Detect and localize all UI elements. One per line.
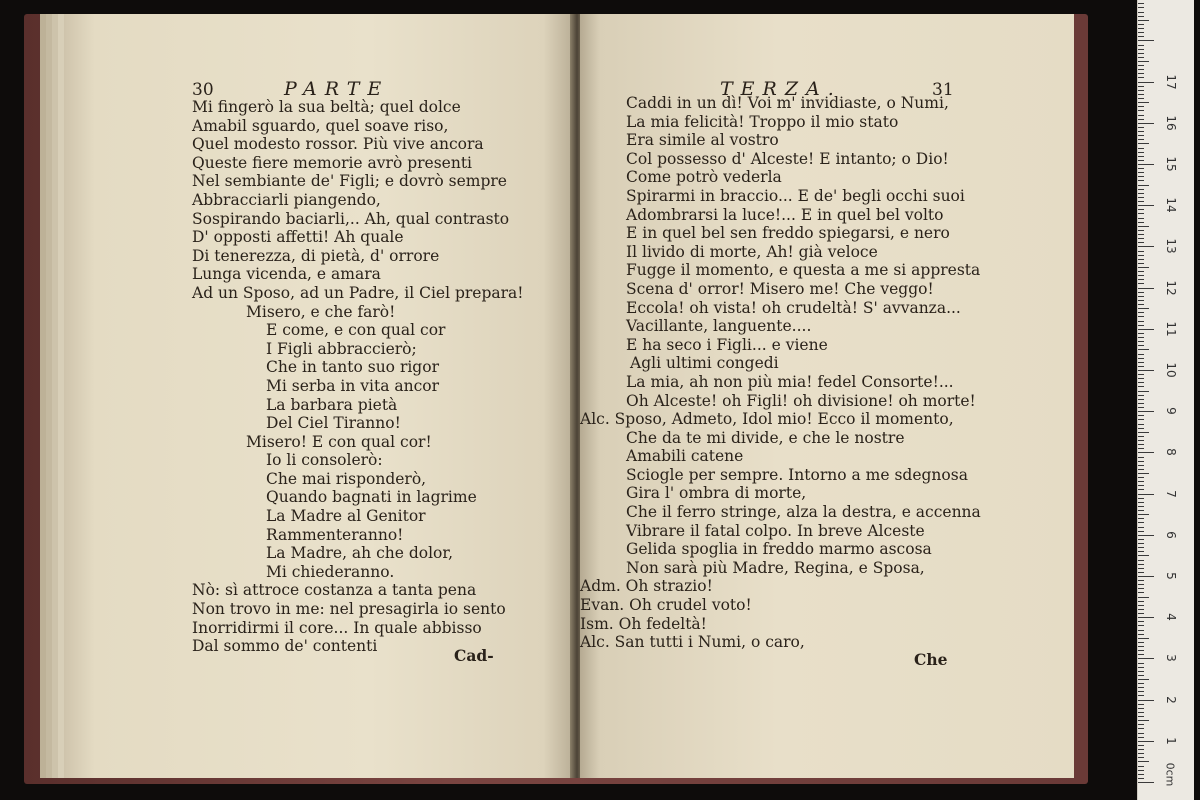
text-line: Rammenteranno! [266, 525, 404, 544]
ruler-tick [1138, 148, 1144, 149]
ruler-tick [1138, 510, 1144, 511]
ruler-tick [1138, 139, 1144, 140]
text-line: Era simile al vostro [626, 131, 779, 150]
ruler-tick [1138, 716, 1144, 717]
ruler-tick [1138, 485, 1144, 486]
ruler-tick [1138, 77, 1144, 78]
text-line: Che mai risponderò, [266, 469, 427, 488]
ruler-tick [1138, 304, 1144, 305]
ruler-tick [1138, 514, 1149, 515]
text-line: Quando bagnati in lagrime [266, 488, 477, 507]
ruler-tick [1138, 728, 1144, 729]
ruler-tick [1138, 222, 1144, 223]
ruler-tick [1138, 271, 1144, 272]
ruler-number: 10 [1164, 362, 1178, 378]
ruler-number: 14 [1164, 197, 1178, 213]
ruler-number: 8 [1164, 448, 1178, 457]
ruler-tick [1138, 671, 1144, 672]
ruler-tick [1138, 584, 1144, 585]
ruler-tick [1138, 630, 1144, 631]
text-line: Di tenerezza, di pietà, d' orrore [192, 246, 440, 265]
ruler-tick [1138, 580, 1144, 581]
ruler-tick [1138, 53, 1144, 54]
ruler-tick [1138, 617, 1154, 618]
text-line: Che il ferro stringe, alza la destra, e accenna [626, 503, 981, 522]
ruler-tick [1138, 329, 1154, 330]
ruler-tick [1138, 642, 1144, 643]
ruler-tick [1138, 267, 1149, 268]
ruler-tick [1138, 592, 1144, 593]
ruler-tick [1138, 263, 1144, 264]
ruler-tick [1138, 45, 1144, 46]
left-page [64, 14, 574, 778]
ruler-tick [1138, 753, 1144, 754]
ruler-tick [1138, 432, 1149, 433]
ruler-tick [1138, 415, 1144, 416]
ruler-number: 1 [1164, 736, 1178, 745]
ruler-tick [1138, 749, 1144, 750]
ruler-tick [1138, 82, 1154, 83]
ruler-tick [1138, 218, 1144, 219]
left-page-number: 30 [192, 80, 214, 100]
ruler-tick [1138, 745, 1144, 746]
ruler-tick [1138, 465, 1144, 466]
text-line: Misero, e che farò! [246, 302, 396, 321]
ruler-tick [1138, 646, 1144, 647]
left-text-lines [192, 98, 524, 656]
text-line: Mi fingerò la sua beltà; quel dolce [192, 98, 461, 116]
text-line: Vibrare il fatal colpo. In breve Alceste [626, 521, 925, 540]
text-line: Nò: sì attroce costanza a tanta pena [192, 581, 477, 600]
ruler-tick [1138, 518, 1144, 519]
text-line: Sciogle per sempre. Intorno a me sdegnosa [626, 465, 968, 484]
ruler-tick [1138, 708, 1144, 709]
ruler-tick [1138, 399, 1144, 400]
ruler-tick [1138, 477, 1144, 478]
text-line: E come, e con qual cor [266, 321, 446, 340]
measurement-ruler [1137, 0, 1194, 800]
ruler-tick [1138, 316, 1144, 317]
ruler-tick [1138, 65, 1144, 66]
ruler-tick [1138, 238, 1144, 239]
ruler-tick [1138, 506, 1144, 507]
ruler-tick [1138, 609, 1144, 610]
text-line: Nel sembiante de' Figli; e dovrò sempre [192, 172, 507, 191]
ruler-tick [1138, 213, 1144, 214]
text-line: Agli ultimi congedi [630, 354, 779, 373]
ruler-tick [1138, 539, 1144, 540]
ruler-tick [1138, 766, 1144, 767]
ruler-tick [1138, 774, 1144, 775]
text-line: Amabili catene [626, 447, 744, 466]
ruler-tick [1138, 419, 1144, 420]
ruler-tick [1138, 489, 1144, 490]
ruler-number: 5 [1164, 572, 1178, 580]
ruler-tick [1138, 724, 1144, 725]
ruler-tick [1138, 555, 1149, 556]
ruler-tick [1138, 16, 1144, 17]
text-line: I Figli abbraccierò; [266, 339, 417, 358]
ruler-tick [1138, 737, 1144, 738]
ruler-tick [1138, 115, 1144, 116]
ruler-tick [1138, 522, 1144, 523]
ruler-tick [1138, 242, 1144, 243]
text-line: Caddi in un dì! Voi m' invidiaste, o Numi, [626, 94, 949, 112]
text-line: D' opposti affetti! Ah quale [192, 228, 404, 247]
text-line: La mia felicità! Troppo il mio stato [626, 112, 899, 131]
ruler-tick [1138, 551, 1144, 552]
ruler-tick [1138, 300, 1144, 301]
ruler-tick [1138, 358, 1144, 359]
ruler-tick [1138, 679, 1149, 680]
ruler-tick [1138, 448, 1144, 449]
ruler-number: 7 [1164, 489, 1178, 498]
ruler-tick [1138, 40, 1154, 41]
ruler-tick [1138, 176, 1144, 177]
ruler-tick [1138, 123, 1154, 124]
text-line: Adombrarsi la luce!... E in quel bel volto [626, 205, 944, 224]
ruler-tick [1138, 32, 1144, 33]
ruler-tick [1138, 683, 1144, 684]
ruler-unit: 0cm [1163, 762, 1177, 787]
ruler-tick [1138, 527, 1144, 528]
ruler-tick [1138, 337, 1144, 338]
ruler-tick [1138, 370, 1154, 371]
ruler-tick [1138, 110, 1144, 111]
ruler-tick [1138, 180, 1144, 181]
ruler-tick [1138, 543, 1144, 544]
ruler-tick [1138, 440, 1144, 441]
ruler-tick [1138, 308, 1149, 309]
text-line: Il livido di morte, Ah! già veloce [626, 242, 878, 261]
ruler-tick [1138, 378, 1144, 379]
ruler-tick [1138, 20, 1149, 21]
ruler-tick [1138, 201, 1144, 202]
ruler-tick [1138, 354, 1144, 355]
right-catchword: Che [914, 650, 948, 669]
text-line: Alc. San tutti i Numi, o caro, [580, 633, 805, 652]
ruler-tick [1138, 568, 1144, 569]
ruler-tick [1138, 24, 1144, 25]
ruler-number: 11 [1164, 321, 1178, 337]
ruler-tick [1138, 143, 1149, 144]
text-line: Come potrò vederla [626, 168, 782, 187]
ruler-tick [1138, 73, 1144, 74]
ruler-tick [1138, 230, 1144, 231]
ruler-tick [1138, 444, 1144, 445]
ruler-tick [1138, 576, 1154, 577]
text-line: Che in tanto suo rigor [266, 358, 439, 377]
ruler-number: 3 [1164, 654, 1178, 663]
ruler-tick [1138, 757, 1144, 758]
text-line: Gelida spoglia in freddo marmo ascosa [626, 540, 932, 559]
ruler-tick [1138, 741, 1154, 742]
ruler-tick [1138, 374, 1144, 375]
ruler-tick [1138, 362, 1144, 363]
ruler-tick [1138, 613, 1144, 614]
ruler-tick [1138, 560, 1144, 561]
ruler-tick [1138, 259, 1144, 260]
text-line: Del Ciel Tiranno! [266, 414, 401, 433]
ruler-tick [1138, 691, 1144, 692]
text-line: Non trovo in me: nel presagirla io sento [192, 600, 506, 619]
text-line: Queste fiere memorie avrò presenti [192, 153, 472, 172]
ruler-tick [1138, 185, 1149, 186]
ruler-tick [1138, 156, 1144, 157]
ruler-tick [1138, 90, 1144, 91]
text-line: E ha seco i Figli... e viene [626, 335, 828, 354]
text-line: Evan. Oh crudel voto! [580, 596, 752, 615]
ruler-tick [1138, 94, 1144, 95]
ruler-tick [1138, 391, 1149, 392]
ruler-tick [1138, 131, 1144, 132]
ruler-tick [1138, 712, 1144, 713]
text-line: Io li consolerò: [266, 451, 383, 470]
ruler-tick [1138, 675, 1144, 676]
ruler-tick [1138, 658, 1154, 659]
ruler-tick [1138, 469, 1144, 470]
ruler-tick [1138, 778, 1144, 779]
ruler-tick [1138, 457, 1144, 458]
ruler-tick [1138, 473, 1149, 474]
right-page [580, 14, 1074, 778]
text-line: Eccola! oh vista! oh crudeltà! S' avvanza... [626, 298, 961, 317]
ruler-tick [1138, 7, 1144, 8]
ruler-tick [1138, 246, 1154, 247]
text-line: Quel modesto rossor. Più vive ancora [192, 135, 484, 154]
text-line: Sospirando baciarli,.. Ah, qual contrasto [192, 209, 510, 228]
ruler-tick [1138, 597, 1149, 598]
text-line: Adm. Oh strazio! [580, 577, 713, 596]
ruler-number: 2 [1164, 695, 1178, 704]
ruler-tick [1138, 193, 1144, 194]
text-line: Alc. Sposo, Admeto, Idol mio! Ecco il momento, [580, 410, 954, 429]
ruler-tick [1138, 424, 1144, 425]
ruler-tick [1138, 279, 1144, 280]
ruler-tick [1138, 386, 1144, 387]
ruler-tick [1138, 564, 1144, 565]
ruler-tick [1138, 481, 1144, 482]
text-line: Fugge il momento, e questa a me si appresta [626, 261, 981, 280]
ruler-tick [1138, 106, 1144, 107]
ruler-tick [1138, 28, 1144, 29]
ruler-tick [1138, 251, 1144, 252]
ruler-tick [1138, 403, 1144, 404]
ruler-tick [1138, 288, 1154, 289]
ruler-tick [1138, 407, 1144, 408]
left-running-head: PARTE [284, 78, 390, 100]
text-line: La barbara pietà [266, 395, 398, 414]
ruler-tick [1138, 428, 1144, 429]
text-line: Ad un Sposo, ad un Padre, il Ciel prepara! [192, 283, 524, 302]
text-line: Non sarà più Madre, Regina, e Sposa, [626, 558, 925, 577]
ruler-tick [1138, 349, 1149, 350]
ruler-tick [1138, 638, 1149, 639]
ruler-tick [1138, 312, 1144, 313]
ruler-tick [1138, 189, 1144, 190]
ruler-tick [1138, 226, 1149, 227]
text-line: Lunga vicenda, e amara [192, 265, 381, 284]
ruler-number: 4 [1164, 613, 1178, 621]
ruler-tick [1138, 588, 1144, 589]
ruler-tick [1138, 494, 1154, 495]
ruler-tick [1138, 172, 1144, 173]
ruler-tick [1138, 625, 1144, 626]
ruler-tick [1138, 98, 1144, 99]
text-line: Col possesso d' Alceste! E intanto; o Dio! [626, 149, 949, 168]
ruler-number: 12 [1164, 279, 1178, 296]
ruler-tick [1138, 255, 1144, 256]
ruler-tick [1138, 461, 1144, 462]
ruler-tick [1138, 621, 1144, 622]
ruler-tick [1138, 283, 1144, 284]
ruler-tick [1138, 36, 1144, 37]
ruler-tick [1138, 341, 1144, 342]
ruler-tick [1138, 452, 1154, 453]
text-line: Mi chiederanno. [266, 562, 395, 581]
ruler-tick [1138, 275, 1144, 276]
right-text-lines [580, 94, 981, 652]
text-line: Abbracciarli piangendo, [192, 190, 381, 209]
ruler-tick [1138, 411, 1154, 412]
text-line: Amabil sguardo, quel soave riso, [192, 116, 449, 135]
ruler-tick [1138, 395, 1144, 396]
ruler-tick [1138, 49, 1144, 50]
ruler-tick [1138, 292, 1144, 293]
ruler-tick [1138, 345, 1144, 346]
ruler-tick [1138, 531, 1144, 532]
ruler-tick [1138, 634, 1144, 635]
ruler-tick [1138, 498, 1144, 499]
ruler-tick [1138, 119, 1144, 120]
ruler-tick [1138, 135, 1144, 136]
ruler-number: 9 [1164, 407, 1178, 415]
ruler-tick [1138, 57, 1144, 58]
text-line: Che da te mi divide, e che le nostre [626, 428, 905, 447]
ruler-tick [1138, 168, 1144, 169]
ruler-tick [1138, 296, 1144, 297]
ruler-tick [1138, 667, 1144, 668]
ruler-number: 6 [1164, 530, 1178, 539]
ruler-tick [1138, 152, 1144, 153]
text-line: Vacillante, languente.... [626, 317, 812, 336]
ruler-tick [1138, 333, 1144, 334]
ruler-tick [1138, 366, 1144, 367]
ruler-tick [1138, 535, 1154, 536]
text-line: Mi serba in vita ancor [266, 376, 440, 395]
text-line: Dal sommo de' contenti [192, 637, 378, 656]
ruler-tick [1138, 321, 1144, 322]
ruler-number: 16 [1164, 115, 1178, 131]
right-page-number: 31 [932, 80, 954, 100]
ruler-tick [1138, 605, 1144, 606]
text-line: Gira l' ombra di morte, [626, 484, 807, 503]
ruler-tick [1138, 127, 1144, 128]
ruler-tick [1138, 12, 1144, 13]
text-line: Scena d' orror! Misero me! Che veggo! [626, 279, 934, 298]
ruler-tick [1138, 86, 1144, 87]
ruler-tick [1138, 782, 1154, 783]
ruler-tick [1138, 69, 1144, 70]
ruler-tick [1138, 695, 1144, 696]
ruler-tick [1138, 663, 1144, 664]
ruler-tick [1138, 650, 1144, 651]
ruler-tick [1138, 700, 1154, 701]
text-line: La mia, ah non più mia! fedel Consorte!... [626, 372, 954, 391]
ruler-tick [1138, 197, 1144, 198]
ruler-number: 15 [1164, 156, 1178, 172]
ruler-tick [1138, 704, 1144, 705]
text-line: Oh Alceste! oh Figli! oh divisione! oh morte! [626, 391, 976, 410]
ruler-tick [1138, 572, 1144, 573]
text-line: Ism. Oh fedeltà! [580, 614, 707, 633]
text-line: La Madre, ah che dolor, [266, 544, 454, 563]
text-line: Spirarmi in braccio... E de' begli occhi suoi [626, 186, 965, 205]
ruler-tick [1138, 687, 1144, 688]
text-line: E in quel bel sen freddo spiegarsi, e nero [626, 224, 950, 243]
ruler-tick [1138, 502, 1144, 503]
right-running-head: TERZA. [720, 78, 842, 100]
ruler-tick [1138, 601, 1144, 602]
ruler-tick [1138, 3, 1144, 4]
ruler-tick [1138, 61, 1149, 62]
ruler-tick [1138, 234, 1144, 235]
ruler-tick [1138, 164, 1154, 165]
ruler-tick [1138, 733, 1144, 734]
ruler-tick [1138, 436, 1144, 437]
left-catchword: Cad- [454, 646, 494, 665]
ruler-tick [1138, 325, 1144, 326]
ruler-tick [1138, 547, 1144, 548]
ruler-number: 17 [1164, 73, 1178, 90]
ruler-number: 13 [1164, 238, 1178, 255]
ruler-tick [1138, 102, 1149, 103]
ruler-tick [1138, 770, 1144, 771]
text-line: La Madre al Genitor [266, 507, 426, 526]
ruler-tick [1138, 761, 1149, 762]
text-line: Misero! E con qual cor! [246, 432, 432, 451]
ruler-tick [1138, 720, 1149, 721]
text-line: Inorridirmi il core... In quale abbisso [192, 618, 482, 637]
ruler-tick [1138, 209, 1144, 210]
ruler-tick [1138, 654, 1144, 655]
ruler-tick [1138, 205, 1154, 206]
ruler-tick [1138, 382, 1144, 383]
ruler-tick [1138, 160, 1144, 161]
